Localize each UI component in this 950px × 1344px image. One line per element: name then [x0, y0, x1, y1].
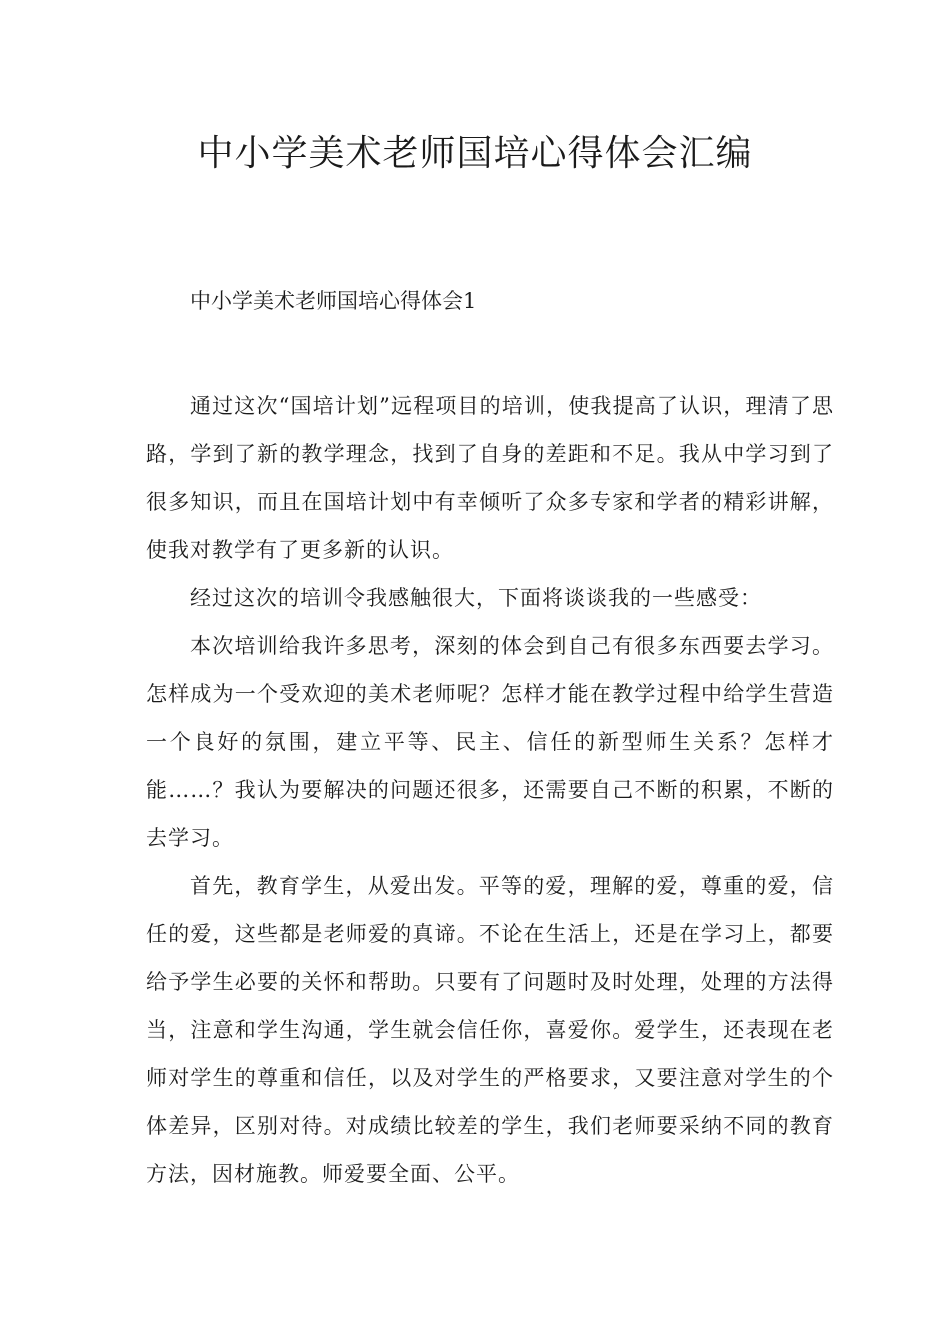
- paragraph-4: 首先，教育学生，从爱出发。平等的爱，理解的爱，尊重的爱，信任的爱，这些都是老师爱的真谛。不论在生活上，还是在学习上，都要给予学生必要的关怀和帮助。只要有了问题时及时处理，处理的方法得当，注意和学生沟通，学生就会信任你，喜爱你。爱学生，还表现在老师对学生的尊重和信任，以及对学生的严格要求，又要注意对学生的个体差异，区别对待。对成绩比较差的学生，我们老师要采纳不同的教育方法，因材施教。师爱要全面、公平。: [146, 874, 834, 1186]
- paragraph-2: 经过这次的培训令我感触很大，下面将谈谈我的一些感受：: [190, 586, 762, 610]
- paragraph-3: 本次培训给我许多思考，深刻的体会到自己有很多东西要去学习。怎样成为一个受欢迎的美术老师呢？怎样才能在教学过程中给学生营造一个良好的氛围，建立平等、民主、信任的新型师生关系？怎样才能……？我认为要解决的问题还很多，还需要自己不断的积累，不断的去学习。: [146, 634, 834, 850]
- paragraph-1: 通过这次“国培计划”远程项目的培训，使我提高了认识，理清了思路，学到了新的教学理念，找到了自身的差距和不足。我从中学习到了很多知识，而且在国培计划中有幸倾听了众多专家和学者的精彩讲解，使我对教学有了更多新的认识。: [146, 394, 834, 562]
- document-body: [146, 382, 834, 1198]
- document-title: 中小学美术老师国培心得体会汇编: [197, 133, 753, 174]
- section-heading: 中小学美术老师国培心得体会1: [190, 289, 477, 313]
